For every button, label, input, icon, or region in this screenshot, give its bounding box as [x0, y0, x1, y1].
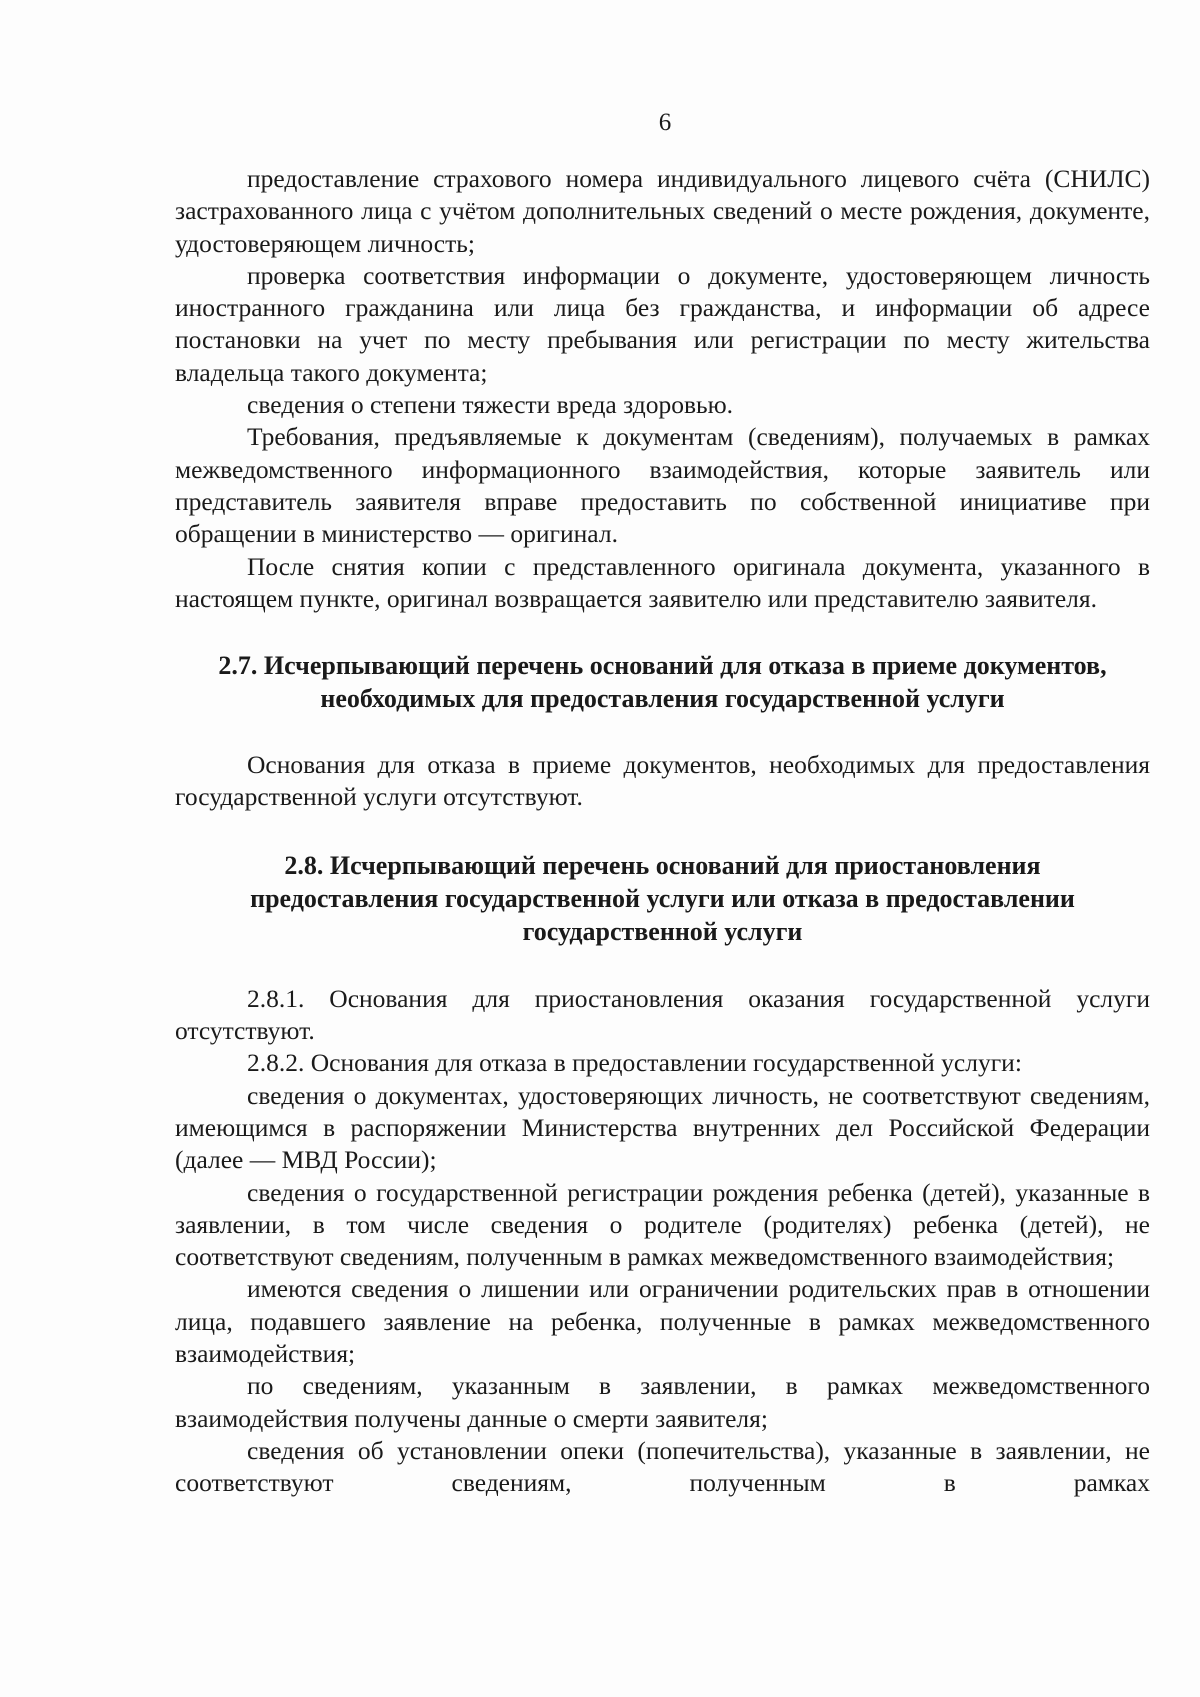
section-heading-2-7-line1: 2.7. Исчерпывающий перечень оснований для отказа в приеме документов, — [218, 651, 1107, 681]
paragraph-requirements: Требования, предъявляемые к документам (сведениям), получаемых в рамках межведомственного информационного взаимодействия, которые заявитель или представитель заявителя вправе предоставить по собственной инициативе при обращении в министерство — оригинал. — [175, 422, 1150, 549]
paragraph-identity-docs: сведения о документах, удостоверяющих личность, не соответствуют сведениям, имеющимся в распоряжении Министерства внутренних дел Российской Федерации (далее — МВД России); — [175, 1080, 1150, 1175]
paragraph-snils: предоставление страхового номера индивидуального лицевого счёта (СНИЛС) застрахованного лица с учётом дополнительных сведений о месте рождения, документе, удостоверяющем личность; — [175, 164, 1150, 258]
paragraph-original-return: После снятия копии с представленного оригинала документа, указанного в настоящем пункте, оригинал возвращается заявителю или представителю заявителя. — [175, 551, 1150, 613]
paragraph-document-check: проверка соответствия информации о документе, удостоверяющем личность иностранного гражданина или лица без гражданства, и информации об адресе постановки на учет по месту пребывания или регистрации по месту жительства владельца такого документа; — [175, 260, 1150, 387]
document-body — [175, 163, 1150, 1500]
paragraph-death-data: по сведениям, указанным в заявлении, в рамках межведомственного взаимодействия получены данные о смерти заявителя; — [175, 1371, 1150, 1433]
section-heading-2-8 — [175, 849, 1150, 948]
section-heading-2-7-line2: необходимых для предоставления государственной услуги — [320, 684, 1005, 714]
page-number: 6 — [658, 109, 672, 136]
paragraph-2-7-text: Основания для отказа в приеме документов, необходимых для предоставления государственной услуги отсутствуют. — [175, 750, 1150, 812]
section-heading-2-8-line1: 2.8. Исчерпывающий перечень оснований для приостановления — [284, 850, 1041, 880]
paragraph-2-8-2: 2.8.2. Основания для отказа в предоставлении государственной услуги: — [247, 1048, 1022, 1078]
paragraph-guardianship: сведения об установлении опеки (попечительства), указанные в заявлении, не соответствуют сведениям, полученным в рамках — [175, 1435, 1150, 1498]
paragraph-2-8-1: 2.8.1. Основания для приостановления оказания государственной услуги отсутствуют. — [175, 983, 1150, 1046]
section-heading-2-8-line3: государственной услуги — [522, 916, 803, 946]
paragraph-parental-rights: имеются сведения о лишении или ограничении родительских прав в отношении лица, подавшего заявление на ребенка, полученные в рамках межведомственного взаимодействия; — [175, 1274, 1150, 1369]
section-heading-2-7 — [175, 649, 1150, 715]
paragraph-birth-registration: сведения о государственной регистрации рождения ребенка (детей), указанные в заявлении, в том числе сведения о родителе (родителях) ребенка (детей), не соответствуют сведениям, полученным в рамках межведомственного взаимодействия; — [175, 1177, 1150, 1272]
paragraph-health-harm: сведения о степени тяжести вреда здоровью. — [247, 390, 734, 420]
section-heading-2-8-line2: предоставления государственной услуги или отказа в предоставлении — [250, 883, 1075, 913]
